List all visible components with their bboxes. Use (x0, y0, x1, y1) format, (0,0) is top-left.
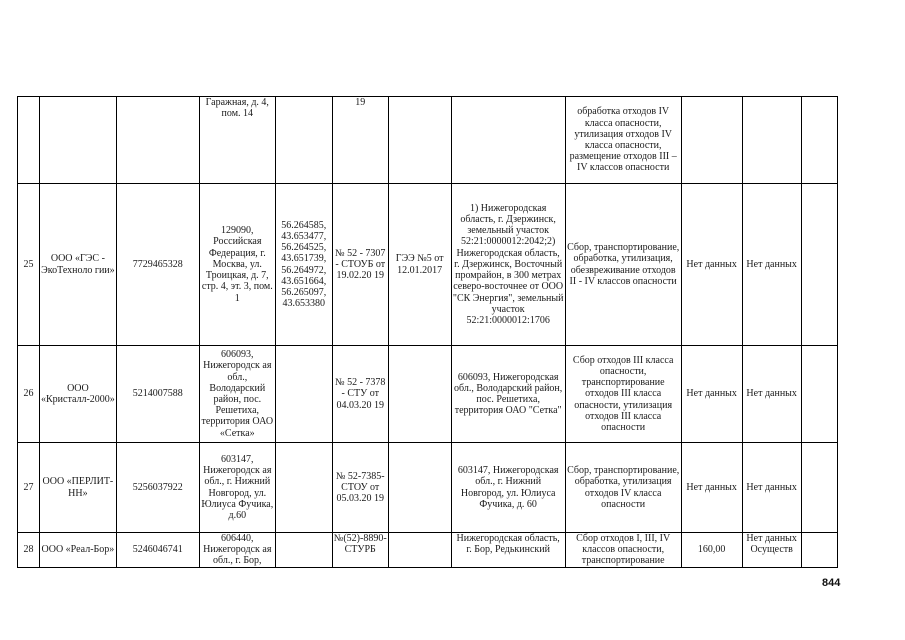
inn-cell: 5246046741 (116, 533, 199, 568)
activity-cell: Сбор отходов I, III, IV классов опасности, транспортирование (565, 533, 681, 568)
row-number-cell (18, 97, 40, 184)
row-number-cell: 27 (18, 443, 40, 533)
location-cell: Нижегородская область, г. Бор, Редькинский (451, 533, 565, 568)
note-cell: Нет данных (742, 346, 801, 443)
table-row (18, 346, 838, 443)
location-cell (451, 97, 565, 184)
note-cell: Нет данных (742, 443, 801, 533)
activity-cell: Сбор, транспортирование, обработка, утилизация, обезвреживание отходов II - IV классов опасности (565, 184, 681, 346)
note-cell (742, 97, 801, 184)
license-cell: 19 (332, 97, 388, 184)
empty-cell (801, 443, 837, 533)
note-cell: Нет данных (742, 184, 801, 346)
address-cell: 606440, Нижегородск ая обл., г. Бор, (199, 533, 275, 568)
coordinates-cell (275, 346, 332, 443)
inn-cell: 5214007588 (116, 346, 199, 443)
organization-cell: ООО «ГЭС - ЭкоТехноло гии» (40, 184, 117, 346)
volume-cell: 160,00 (681, 533, 742, 568)
table-row (18, 184, 838, 346)
location-cell: 1) Нижегородская область, г. Дзержинск, земельный участок 52:21:0000012:2042;2) Нижегородская область, г. Дзержинск, Восточный промрайон, в 300 метрах северо-восточнее от ООО "СК Энергия", земельный участок 52:21:0000012:1706 (451, 184, 565, 346)
address-cell: Гаражная, д. 4, пом. 14 (199, 97, 275, 184)
gee-cell (388, 97, 451, 184)
inn-cell (116, 97, 199, 184)
organization-cell (40, 97, 117, 184)
table-row (18, 533, 838, 568)
row-number-cell: 25 (18, 184, 40, 346)
waste-registry-table (17, 96, 838, 568)
coordinates-cell (275, 97, 332, 184)
coordinates-cell (275, 533, 332, 568)
license-cell: №(52)-8890-СТУРБ (332, 533, 388, 568)
volume-cell (681, 97, 742, 184)
organization-cell: ООО «ПЕРЛИТ-НН» (40, 443, 117, 533)
empty-cell (801, 184, 837, 346)
gee-cell (388, 533, 451, 568)
address-cell: 129090, Российская Федерация, г. Москва, ул. Троицкая, д. 7, стр. 4, эт. 3, пом. 1 (199, 184, 275, 346)
gee-cell (388, 346, 451, 443)
inn-cell: 7729465328 (116, 184, 199, 346)
volume-cell: Нет данных (681, 346, 742, 443)
organization-cell: ООО «Кристалл-2000» (40, 346, 117, 443)
table-row (18, 97, 838, 184)
note-cell: Нет данных Осуществ (742, 533, 801, 568)
license-cell: № 52 - 7378 - СТУ от 04.03.20 19 (332, 346, 388, 443)
row-number-cell: 28 (18, 533, 40, 568)
empty-cell (801, 97, 837, 184)
activity-cell: обработка отходов IV класса опасности, утилизация отходов IV класса опасности, размещение отходов III – IV классов опасности (565, 97, 681, 184)
coordinates-cell (275, 443, 332, 533)
volume-cell: Нет данных (681, 443, 742, 533)
coordinates-cell: 56.264585, 43.653477, 56.264525, 43.651739, 56.264972, 43.651664, 56.265097, 43.653380 (275, 184, 332, 346)
address-cell: 603147, Нижегородск ая обл., г. Нижний Новгород, ул. Юлиуса Фучика, д.60 (199, 443, 275, 533)
address-cell: 606093, Нижегородск ая обл., Володарский район, пос. Решетиха, территория ОАО «Сетка» (199, 346, 275, 443)
location-cell: 603147, Нижегородская обл., г. Нижний Новгород, ул. Юлиуса Фучика, д. 60 (451, 443, 565, 533)
empty-cell (801, 346, 837, 443)
gee-cell: ГЭЭ №5 от 12.01.2017 (388, 184, 451, 346)
license-cell: № 52 - 7307 - СТОУБ от 19.02.20 19 (332, 184, 388, 346)
gee-cell (388, 443, 451, 533)
row-number-cell: 26 (18, 346, 40, 443)
location-cell: 606093, Нижегородская обл., Володарский район, пос. Решетиха, территория ОАО "Сетка" (451, 346, 565, 443)
activity-cell: Сбор отходов III класса опасности, транспортирование отходов III класса опасности, утилизация отходов III класса опасности (565, 346, 681, 443)
volume-cell: Нет данных (681, 184, 742, 346)
inn-cell: 5256037922 (116, 443, 199, 533)
activity-cell: Сбор, транспортирование, обработка, утилизация отходов IV класса опасности (565, 443, 681, 533)
organization-cell: ООО «Реал-Бор» (40, 533, 117, 568)
table-row (18, 443, 838, 533)
empty-cell (801, 533, 837, 568)
page-number: 844 (822, 577, 841, 589)
license-cell: № 52-7385-СТОУ от 05.03.20 19 (332, 443, 388, 533)
